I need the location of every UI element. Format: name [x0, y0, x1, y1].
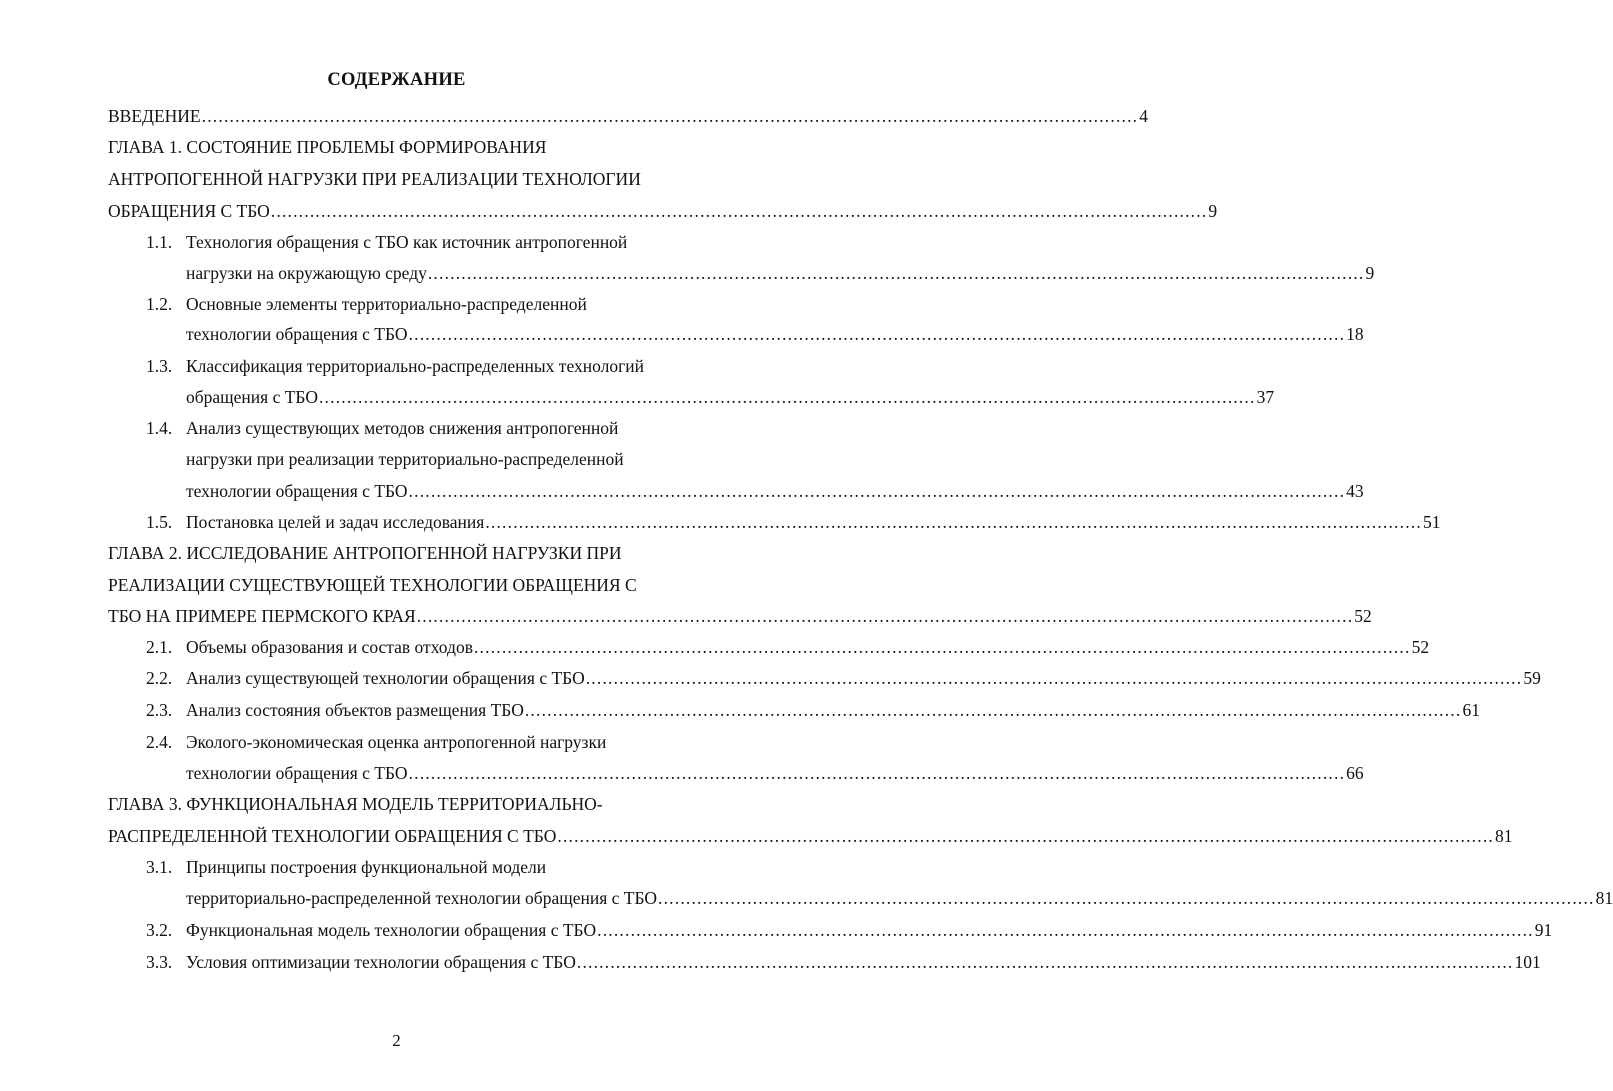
section-number: 2.1.	[146, 637, 173, 657]
toc-entry-text: территориально-распределенной технологии обращения с ТБО	[186, 888, 658, 908]
toc-section-1-3-line-1	[186, 354, 644, 378]
dot-leader: ........................................................................................................................................................................	[408, 324, 1346, 344]
toc-entry-text: ГЛАВА 2. ИССЛЕДОВАНИЕ АНТРОПОГЕННОЙ НАГРУЗКИ ПРИ	[108, 543, 622, 563]
toc-entry-text: Основные элементы территориально-распределенной	[186, 294, 587, 314]
toc-section-3-1-line-2	[186, 886, 1613, 910]
toc-entry-text: технологии обращения с ТБО	[186, 481, 408, 501]
toc-page-number: 66	[1346, 763, 1364, 783]
section-number: 2.3.	[146, 700, 173, 720]
dot-leader: ........................................................................................................................................................................	[524, 700, 1462, 720]
toc-entry-text: ГЛАВА 1. СОСТОЯНИЕ ПРОБЛЕМЫ ФОРМИРОВАНИЯ	[108, 137, 547, 157]
toc-entry-text: Принципы построения функциональной модели	[186, 857, 547, 877]
toc-entry-text: ГЛАВА 3. ФУНКЦИОНАЛЬНАЯ МОДЕЛЬ ТЕРРИТОРИАЛЬНО-	[108, 794, 603, 814]
toc-section-1-3-line-2	[186, 385, 1275, 409]
toc-page-number: 52	[1354, 606, 1372, 626]
toc-entry-text: технологии обращения с ТБО	[186, 324, 408, 344]
page-title: СОДЕРЖАНИЕ	[327, 70, 466, 90]
toc-entry-text: Эколого-экономическая оценка антропогенной нагрузки	[186, 732, 607, 752]
toc-entry-text: обращения с ТБО	[186, 387, 318, 407]
toc-section-1-5	[186, 510, 1441, 534]
toc-entry-text: ОБРАЩЕНИЯ С ТБО	[108, 201, 270, 221]
toc-chapter-2-line-3	[108, 604, 1372, 628]
dot-leader: ........................................................................................................................................................................	[270, 201, 1208, 221]
toc-section-1-2-line-1	[186, 292, 587, 316]
toc-entry-text: РАСПРЕДЕЛЕННОЙ ТЕХНОЛОГИИ ОБРАЩЕНИЯ С ТБО	[108, 826, 557, 846]
section-number: 2.2.	[146, 668, 173, 688]
dot-leader: ........................................................................................................................................................................	[408, 481, 1346, 501]
toc-page-number: 9	[1365, 263, 1375, 283]
toc-page-number: 61	[1462, 700, 1480, 720]
toc-entry-intro	[108, 104, 1148, 128]
toc-section-1-4-line-3	[186, 479, 1364, 503]
toc-chapter-1-line-2	[108, 167, 641, 191]
toc-section-1-4-line-2	[186, 447, 624, 471]
toc-page-number: 91	[1534, 920, 1553, 940]
toc-chapter-3-line-1	[108, 792, 603, 816]
toc-page-number: 4	[1139, 106, 1148, 126]
toc-section-2-4-line-1	[186, 730, 606, 754]
toc-chapter-2-line-1	[108, 541, 622, 565]
section-number: 3.3.	[146, 952, 173, 972]
toc-page-number: 43	[1346, 481, 1364, 501]
toc-entry-text: Анализ существующих методов снижения антропогенной	[186, 418, 619, 438]
dot-leader: ........................................................................................................................................................................	[427, 263, 1365, 283]
dot-leader: ........................................................................................................................................................................	[408, 763, 1346, 783]
section-number: 3.1.	[146, 857, 173, 877]
toc-entry-text: нагрузки при реализации территориально-распределенной	[186, 449, 624, 469]
toc-page-number: 101	[1514, 952, 1541, 972]
toc-entry-text: Постановка целей и задач исследования	[186, 512, 485, 532]
toc-page-number: 52	[1411, 637, 1430, 657]
toc-entry-text: Объемы образования и состав отходов	[186, 637, 473, 657]
toc-section-2-1	[186, 635, 1430, 659]
toc-section-3-3	[186, 950, 1541, 974]
toc-page-number: 51	[1422, 512, 1441, 532]
toc-page-number: 9	[1208, 201, 1218, 221]
section-number: 1.4.	[146, 418, 173, 438]
toc-page-number: 59	[1523, 668, 1541, 688]
section-number: 1.3.	[146, 356, 173, 376]
dot-leader: ........................................................................................................................................................................	[585, 668, 1523, 688]
dot-leader: ........................................................................................................................................................................	[658, 888, 1595, 908]
dot-leader: ........................................................................................................................................................................	[416, 606, 1354, 626]
toc-entry-text: нагрузки на окружающую среду	[186, 263, 427, 283]
dot-leader: ........................................................................................................................................................................	[473, 637, 1411, 657]
toc-entry-text: Анализ существующей технологии обращения с ТБО	[186, 668, 585, 688]
toc-section-2-4-line-2	[186, 761, 1364, 785]
toc-entry-text: Условия оптимизации технологии обращения с ТБО	[186, 952, 576, 972]
toc-chapter-1-line-3	[108, 199, 1218, 223]
toc-entry-text: Анализ состояния объектов размещения ТБО	[186, 700, 524, 720]
toc-page-number: 18	[1346, 324, 1364, 344]
dot-leader: ........................................................................................................................................................................	[597, 920, 1534, 940]
dot-leader: ........................................................................................................................................................................	[557, 826, 1494, 846]
toc-chapter-3-line-2	[108, 824, 1513, 848]
toc-section-1-4-line-1	[186, 416, 618, 440]
page-number: 2	[392, 1031, 401, 1050]
dot-leader: ........................................................................................................................................................................	[318, 387, 1256, 407]
section-number: 2.4.	[146, 732, 173, 752]
toc-entry-text: Технология обращения с ТБО как источник антропогенной	[186, 232, 628, 252]
toc-section-3-1-line-1	[186, 855, 546, 879]
toc-chapter-1-line-1	[108, 135, 546, 159]
toc-entry-text: ТБО НА ПРИМЕРЕ ПЕРМСКОГО КРАЯ	[108, 606, 416, 626]
toc-section-3-2	[186, 918, 1553, 942]
dot-leader: ........................................................................................................................................................................	[485, 512, 1422, 532]
toc-page-number: 37	[1256, 387, 1275, 407]
toc-page-number: 81	[1494, 826, 1513, 846]
toc-entry-text: технологии обращения с ТБО	[186, 763, 408, 783]
toc-entry-text: РЕАЛИЗАЦИИ СУЩЕСТВУЮЩЕЙ ТЕХНОЛОГИИ ОБРАЩЕНИЯ С	[108, 575, 637, 595]
toc-section-1-2-line-2	[186, 322, 1364, 346]
dot-leader: ........................................................................................................................................................................	[576, 952, 1514, 972]
toc-entry-text: АНТРОПОГЕННОЙ НАГРУЗКИ ПРИ РЕАЛИЗАЦИИ ТЕХНОЛОГИИ	[108, 169, 641, 189]
toc-chapter-2-line-2	[108, 573, 637, 597]
section-number: 1.5.	[146, 512, 173, 532]
toc-entry-text: Классификация территориально-распределенных технологий	[186, 356, 645, 376]
toc-section-2-2	[186, 666, 1541, 690]
toc-section-2-3	[186, 698, 1480, 722]
section-number: 3.2.	[146, 920, 173, 940]
section-number: 1.1.	[146, 232, 173, 252]
toc-entry-text: ВВЕДЕНИЕ	[108, 106, 201, 126]
dot-leader: ........................................................................................................................................................................	[201, 106, 1139, 126]
toc-entry-text: Функциональная модель технологии обращения с ТБО	[186, 920, 597, 940]
toc-section-1-1-line-1	[186, 230, 627, 254]
toc-section-1-1-line-2	[186, 261, 1375, 285]
toc-page-number: 81	[1595, 888, 1613, 908]
section-number: 1.2.	[146, 294, 173, 314]
